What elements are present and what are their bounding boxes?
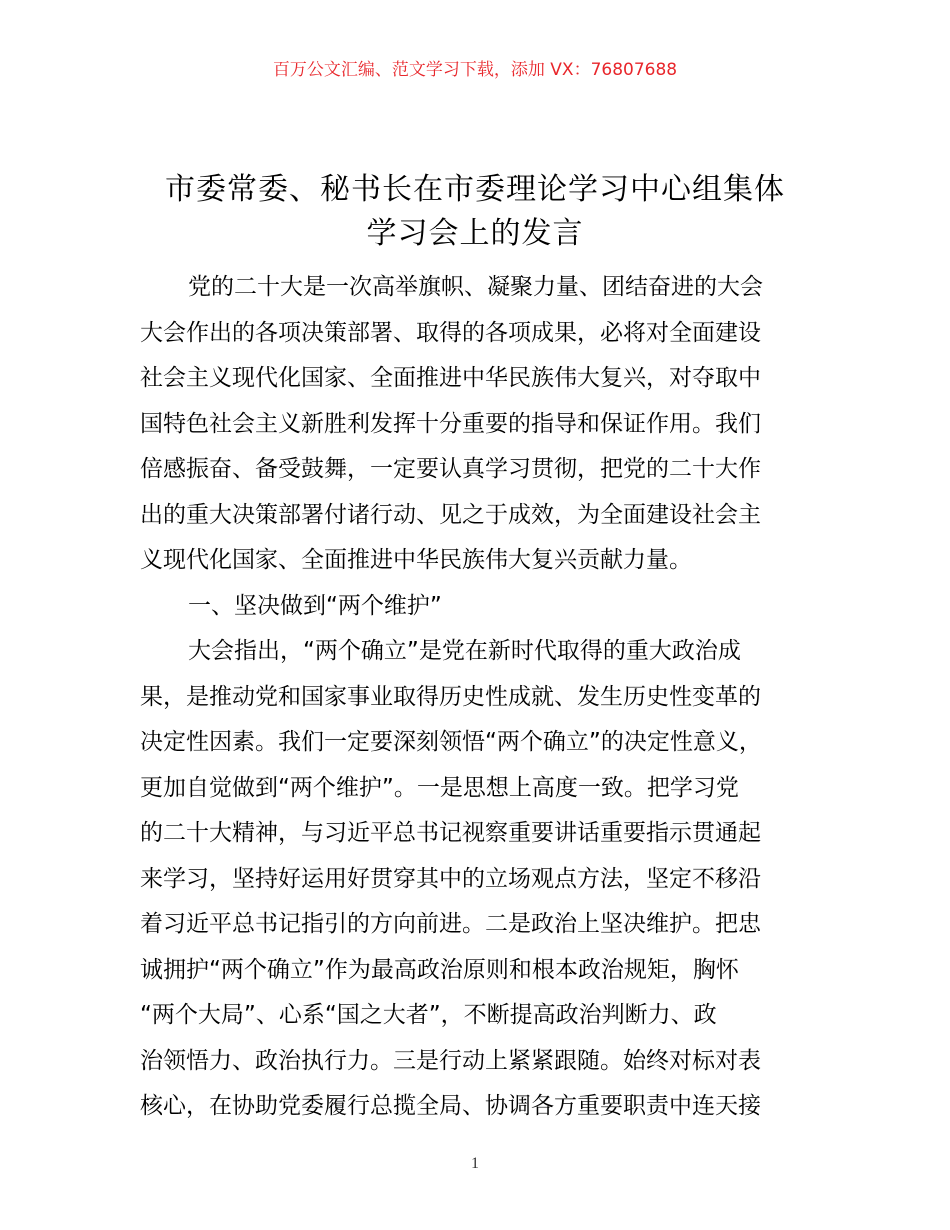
paragraph-line: 义现代化国家、全面推进中华民族伟大复兴贡献力量。: [140, 547, 692, 573]
watermark-header: 百万公文汇编、范文学习下载，添加 VX：76807688: [272, 60, 678, 80]
paragraph-line: 诚拥护“两个确立”作为最高政治原则和根本政治规矩，胸怀: [140, 956, 739, 983]
title-line-2: 学习会上的发言: [366, 216, 584, 251]
paragraph-line: 来学习，坚持好运用好贯穿其中的立场观点方法，坚定不移沿: [140, 865, 761, 892]
paragraph-line: 更加自觉做到“两个维护”。一是思想上高度一致。把学习党: [140, 774, 739, 801]
paragraph-line: 核心，在协助党委履行总揽全局、协调各方重要职责中连天接: [140, 1093, 761, 1119]
section-heading: 一、坚决做到“两个维护”: [188, 592, 442, 619]
document-body: [140, 265, 816, 1130]
paragraph-line: 国特色社会主义新胜利发挥十分重要的指导和保证作用。我们: [140, 410, 761, 437]
paragraph-line: 党的二十大是一次高举旗帜、凝聚力量、团结奋进的大会: [188, 274, 763, 300]
page-number: 1: [471, 1155, 479, 1172]
title-line-1: 市委常委、秘书长在市委理论学习中心组集体: [165, 172, 785, 207]
paragraph-line: 着习近平总书记指引的方向前进。二是政治上坚决维护。把忠: [140, 911, 761, 937]
paragraph-line: “两个大局”、心系“国之大者”，不断提高政治判断力、政: [140, 1002, 717, 1028]
paragraph-line: 社会主义现代化国家、全面推进中华民族伟大复兴，对夺取中: [140, 365, 761, 391]
paragraph-line: 决定性因素。我们一定要深刻领悟“两个确立”的决定性意义，: [140, 729, 762, 755]
paragraph-line: 大会指出，“两个确立”是党在新时代取得的重大政治成: [188, 638, 741, 664]
paragraph-line: 治领悟力、政治执行力。三是行动上紧紧跟随。始终对标对表: [140, 1047, 761, 1074]
paragraph-line: 出的重大决策部署付诸行动、见之于成效，为全面建设社会主: [140, 501, 761, 528]
paragraph-line: 倍感振奋、备受鼓舞，一定要认真学习贯彻，把党的二十大作: [140, 456, 761, 482]
paragraph-line: 大会作出的各项决策部署、取得的各项成果，必将对全面建设: [140, 319, 761, 346]
paragraph-line: 的二十大精神，与习近平总书记视察重要讲话重要指示贯通起: [140, 820, 761, 846]
paragraph-line: 果，是推动党和国家事业取得历史性成就、发生历史性变革的: [140, 683, 761, 710]
document-title: [0, 168, 950, 256]
